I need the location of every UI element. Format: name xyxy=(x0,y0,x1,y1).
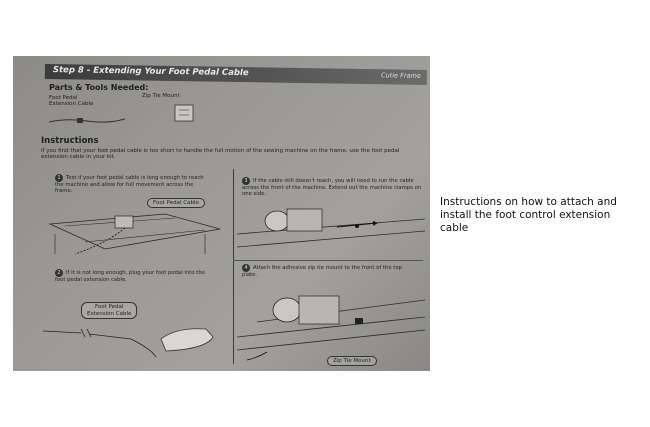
step-3-number: 3 xyxy=(242,177,250,185)
manual-page xyxy=(37,64,429,366)
frame-name: Cutie Frame xyxy=(380,71,421,80)
column-divider xyxy=(233,169,234,364)
step-4 xyxy=(242,264,417,278)
step-4-number: 4 xyxy=(242,264,250,272)
manual-page-photo xyxy=(13,56,430,371)
step-3 xyxy=(242,177,422,197)
step-1-number: 1 xyxy=(55,174,63,182)
step-4-text: Attach the adhesive zip tie mount to the front of the top plate. xyxy=(242,265,402,278)
step-1-text: Test if your foot pedal cable is long enough to reach the machine and allow for full movement across the frame. xyxy=(55,175,204,195)
zip-tie-mount-callout: Zip Tie Mount xyxy=(327,356,377,366)
step-title: Step 8 - Extending Your Foot Pedal Cable xyxy=(52,65,249,79)
step-header-bar xyxy=(45,64,427,85)
step-3-text: If the cable still doesn't reach, you will need to run the cable across the front of the machine. Extend out the machine clamps on one side. xyxy=(242,178,422,198)
foot-pedal-cable-callout: Foot Pedal Cable xyxy=(147,198,205,208)
step-2-text: If it is not long enough, plug your foot pedal into the foot pedal extension cable. xyxy=(55,270,205,283)
instructions-intro: If you find that your foot pedal cable is too short to handle the full motion of the sewing machine on the frame, use the foot pedal extension cable in your kit. xyxy=(41,148,400,161)
parts-title: Parts & Tools Needed: xyxy=(49,83,149,92)
machine-diagram-step-4 xyxy=(237,282,425,362)
step-1 xyxy=(55,174,205,194)
machine-diagram-step-3 xyxy=(237,199,425,259)
part-zip-tie-label: Zip Tie Mount xyxy=(142,93,180,99)
instructions-title: Instructions xyxy=(41,136,99,146)
step-2-number: 2 xyxy=(55,269,63,277)
foot-pedal-illustration xyxy=(41,319,231,364)
extension-cable-callout: Foot Pedal Extension Cable xyxy=(81,302,137,319)
frame-diagram-step-1 xyxy=(45,204,225,259)
zip-tie-mount-illustration xyxy=(172,102,198,126)
row-divider xyxy=(233,260,423,261)
step-2 xyxy=(55,269,215,283)
part-extension-cable-label: Foot Pedal Extension Cable xyxy=(49,95,94,108)
image-caption: Instructions on how to attach and install the foot control extension cable xyxy=(440,196,617,234)
extension-cable-illustration xyxy=(47,112,127,128)
